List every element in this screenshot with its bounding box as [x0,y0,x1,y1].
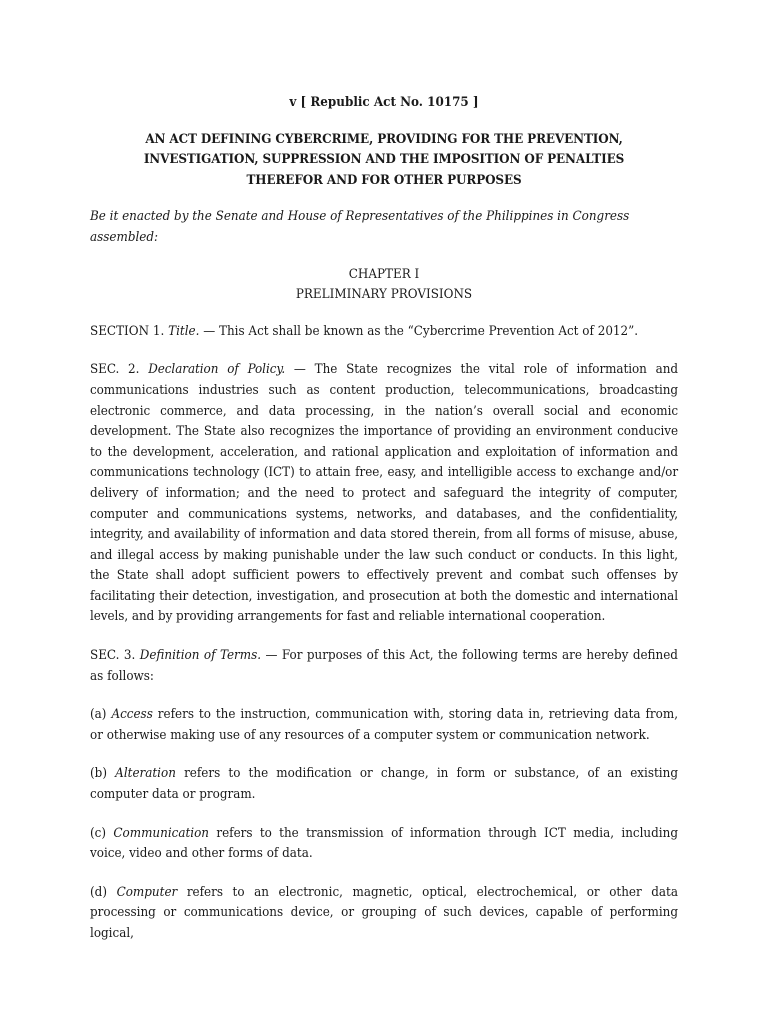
definition-text: refers to the transmission of information through ICT media, including voice, video and other forms of data. [90,825,678,862]
act-title-line: THEREFOR AND FOR OTHER PURPOSES [246,172,522,188]
section-1 [90,322,678,343]
section-heading: Declaration of Policy. [148,362,286,378]
section-2 [90,360,678,628]
definition-item [90,705,678,746]
definition-item [90,883,678,945]
act-number: v [ Republic Act No. 10175 ] [289,95,479,110]
definition-term: Access [111,707,153,723]
definition-text: refers to the instruction, communication with, storing data in, retrieving data from, or otherwise making use of any resources of a computer system or communication network. [90,707,678,743]
chapter-name: PRELIMINARY PROVISIONS [295,287,473,303]
definition-item [90,764,678,805]
section-text: — The State recognizes the vital role of information and communications industries such as content production, telecommunications, broadcasting electronic commerce, and data processing, in the nation’s overall social and economic development. The State also recognizes the importance of providing an environment conducive to the development, acceleration, and rational application and exploitation of information and communications technology (ICT) to attain free, easy, and intelligible access to exchange and/or delivery of information; and the need to protect and safeguard the integrity of computer, computer and communications systems, networks, and databases, and the confidentiality, integrity, and availability of information and data stored therein, from all forms of misuse, abuse, and illegal access by making punishable under the law such conduct or conducts. In this light, the State shall adopt sufficient powers to effectively prevent and combat such offenses by facilitating their detection, investigation, and prosecution at both the domestic and international levels, and by providing arrangements for fast and reliable international cooperation. [90,362,679,625]
definition-text: refers to the modification or change, in form or substance, of an existing computer data or program. [90,766,678,803]
section-label: SEC. 3. [90,648,136,664]
definition-item [90,824,678,865]
definition-letter: (d) [90,884,107,900]
definition-letter: (a) [90,707,107,723]
chapter-number: CHAPTER I [348,266,420,282]
enacting-clause: Be it enacted by the Senate and House of Representatives of the Philippines in Congress assembled: [90,209,630,245]
definition-term: Computer [116,884,178,900]
definition-letter: (b) [90,766,107,782]
section-text: — For purposes of this Act, the following terms are hereby defined as follows: [90,648,678,684]
section-heading: Definition of Terms. [139,648,262,664]
section-heading: Title. [168,323,200,339]
section-3 [90,646,678,687]
chapter-heading [90,265,678,306]
definition-term: Communication [113,825,210,841]
section-text: — This Act shall be known as the “Cybercrime Prevention Act of 2012”. [203,323,639,339]
section-label: SEC. 2. [90,362,140,378]
act-title [90,130,678,192]
definition-letter: (c) [90,825,107,841]
act-title-line: AN ACT DEFINING CYBERCRIME, PROVIDING FOR THE PREVENTION, [145,131,623,147]
definition-text: refers to an electronic, magnetic, optical, electrochemical, or other data processing or communications device, or grouping of such devices, capable of performing logical, [90,884,678,941]
document-body [90,93,678,963]
act-title-line: INVESTIGATION, SUPPRESSION AND THE IMPOSITION OF PENALTIES [143,152,625,168]
definition-term: Alteration [115,766,176,782]
section-label: SECTION 1. [90,323,165,339]
